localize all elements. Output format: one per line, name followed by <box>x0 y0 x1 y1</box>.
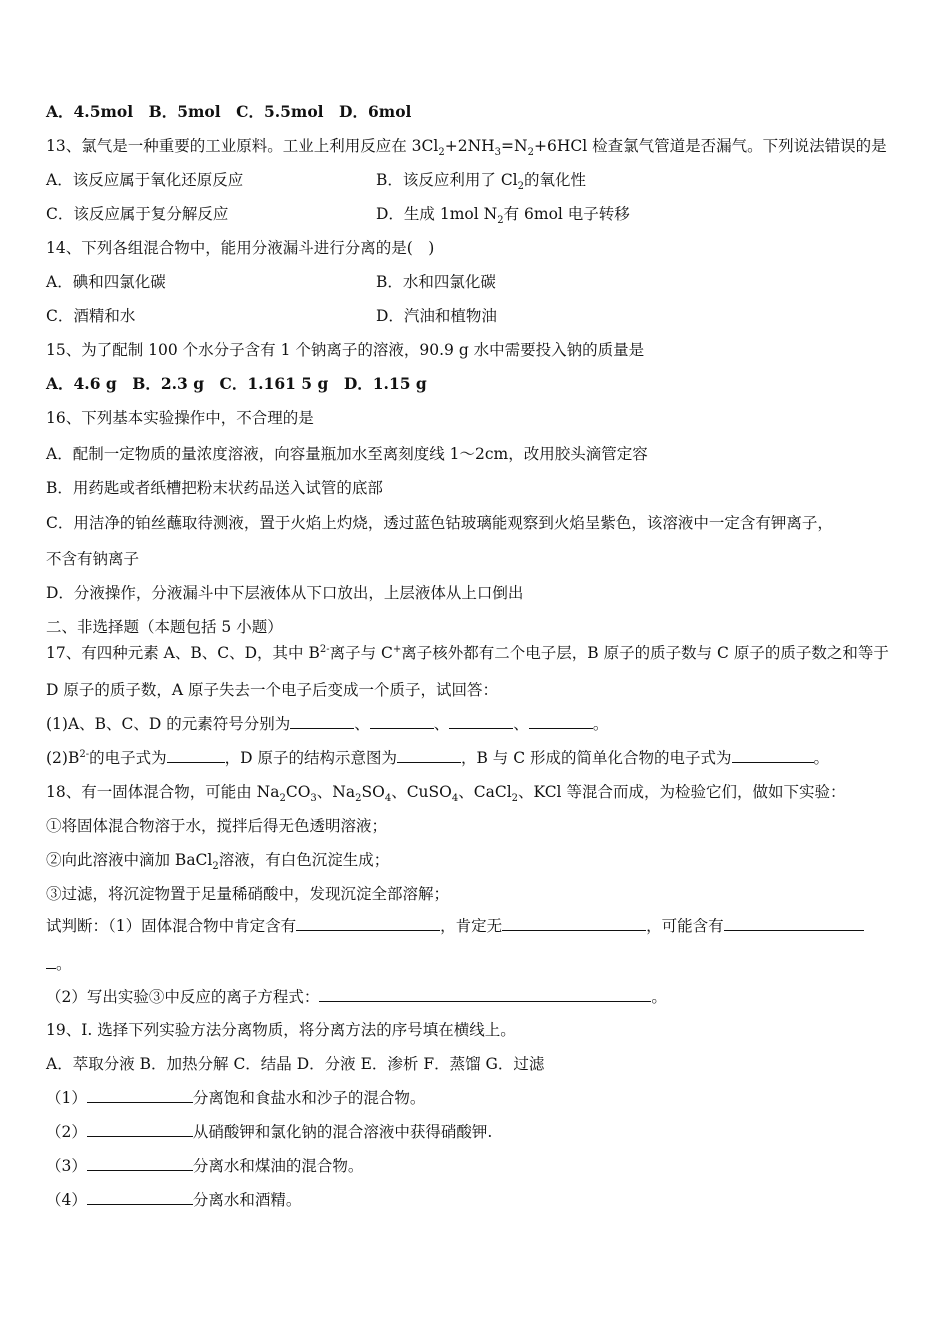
q15-stem: 15、为了配制 100 个水分子含有 1 个钠离子的溶液，90.9 g 水中需要投入钠的质量是 <box>46 341 645 359</box>
q18-step1: ①将固体混合物溶于水，搅拌后得无色透明溶液； <box>46 817 388 835</box>
q14-option-b: B．水和四氯化碳 <box>376 273 496 291</box>
q13-option-d: D．生成 1mol $N_2$有 6mol 电子转移 <box>376 205 630 227</box>
q19-methods: A．萃取分液 B．加热分解 C．结晶 D．分液 E．渗析 F．蒸馏 G．过滤 <box>46 1055 545 1073</box>
q16-option-a: A．配制一定物质的量浓度溶液，向容量瓶加水至离刻度线 1～2cm，改用胶头滴管定容 <box>46 445 648 463</box>
q19-item-4: （4） 分离水和酒精。 <box>46 1191 302 1209</box>
q13-option-a: A．该反应属于氧化还原反应 <box>46 171 244 189</box>
answer-blank[interactable] <box>87 1122 193 1137</box>
q18-step2: ②向此溶液中滴加 BaCl$_2$溶液，有白色沉淀生成； <box>46 851 390 873</box>
q14-option-d: D．汽油和植物油 <box>376 307 497 325</box>
q16-option-c-line2: 不含有钠离子 <box>46 550 140 568</box>
answer-blank[interactable] <box>319 987 651 1002</box>
q17-part2: $(2)B^{2-}$的电子式为 ，D 原子的结构示意图为 ，B 与 C 形成的简单化合物的电子式为 。 <box>46 748 830 767</box>
q14-options-cd <box>46 306 497 326</box>
answer-blank[interactable] <box>167 748 225 763</box>
answer-blank[interactable] <box>724 916 864 931</box>
q18-judge-continuation: 。 <box>46 954 72 974</box>
q13-options-cd <box>46 204 630 227</box>
q18-part2: （2）写出实验③中反应的离子方程式： 。 <box>46 988 667 1006</box>
q16-option-d: D．分液操作，分液漏斗中下层液体从下口放出，上层液体从上口倒出 <box>46 584 524 602</box>
q19-stem: 19、Ⅰ. 选择下列实验方法分离物质，将分离方法的序号填在横线上。 <box>46 1021 516 1039</box>
answer-blank[interactable] <box>87 1088 193 1103</box>
q16-stem: 16、下列基本实验操作中，不合理的是 <box>46 409 314 427</box>
answer-blank[interactable] <box>502 916 646 931</box>
q18-stem: 18、有一固体混合物，可能由 $Na_2CO_3$、$Na_2SO_4$、CuSO$_4$、CaCl$_2$、KCl 等混合而成，为检验它们，做如下实验： <box>46 783 846 805</box>
answer-blank[interactable] <box>296 916 440 931</box>
q17-part1: (1)A、B、C、D 的元素符号分别为 、 、 、 。 <box>46 715 609 733</box>
q17-stem-line1: 17、有四种元素 A、B、C、D，其中 $B^{2-}$离子与 C+离子核外都有二个电子层，B 原子的质子数与 C 原子的质子数之和等于 <box>46 643 889 662</box>
answer-blank[interactable] <box>290 714 354 729</box>
answer-blank[interactable] <box>87 1190 193 1205</box>
answer-blank[interactable] <box>87 1156 193 1171</box>
q18-judge: 试判断：（1）固体混合物中肯定含有 ，肯定无 ，可能含有 <box>46 916 864 936</box>
q14-option-a: A．碘和四氯化碳 <box>46 273 166 291</box>
q15-options: A．4.6 g B．2.3 g C．1.161 5 g D．1.15 g <box>46 374 427 393</box>
q14-option-c: C．酒精和水 <box>46 307 136 325</box>
section-heading: 二、非选择题（本题包括 5 小题） <box>46 618 283 636</box>
q19-item-1: （1） 分离饱和食盐水和沙子的混合物。 <box>46 1089 426 1107</box>
q13-options-ab <box>46 170 587 193</box>
q19-item-3: （3） 分离水和煤油的混合物。 <box>46 1157 364 1175</box>
answer-blank[interactable] <box>397 748 461 763</box>
answer-blank[interactable] <box>529 714 593 729</box>
q18-step3: ③过滤，将沉淀物置于足量稀硝酸中，发现沉淀全部溶解； <box>46 885 450 903</box>
q14-options-ab <box>46 272 496 292</box>
q19-item-2: （2） 从硝酸钾和氯化钠的混合溶液中获得硝酸钾. <box>46 1123 493 1141</box>
answer-blank[interactable] <box>370 714 434 729</box>
answer-blank[interactable] <box>732 748 814 763</box>
q16-option-c-line1: C．用洁净的铂丝蘸取待测液，置于火焰上灼烧，透过蓝色钴玻璃能观察到火焰呈紫色，该溶液中一定含有钾离子， <box>46 514 833 532</box>
q16-option-b: B．用药匙或者纸槽把粉末状药品送入试管的底部 <box>46 479 383 497</box>
q13-stem: 13、氯气是一种重要的工业原料。工业上利用反应在 $3Cl_2+2NH_3=N_2+6HCl$ 检查氯气管道是否漏气。下列说法错误的是 <box>46 137 887 159</box>
answer-blank[interactable] <box>449 714 513 729</box>
q13-option-c: C．该反应属于复分解反应 <box>46 205 229 223</box>
q17-stem-line2: D 原子的质子数，A 原子失去一个电子后变成一个质子，试回答： <box>46 681 498 699</box>
q14-stem: 14、下列各组混合物中，能用分液漏斗进行分离的是( ) <box>46 239 435 257</box>
q13-option-b: B．该反应利用了 $Cl_2$的氧化性 <box>376 171 587 193</box>
q12-options: A．4.5mol B．5mol C．5.5mol D．6mol <box>46 102 412 121</box>
answer-blank[interactable] <box>46 954 56 969</box>
